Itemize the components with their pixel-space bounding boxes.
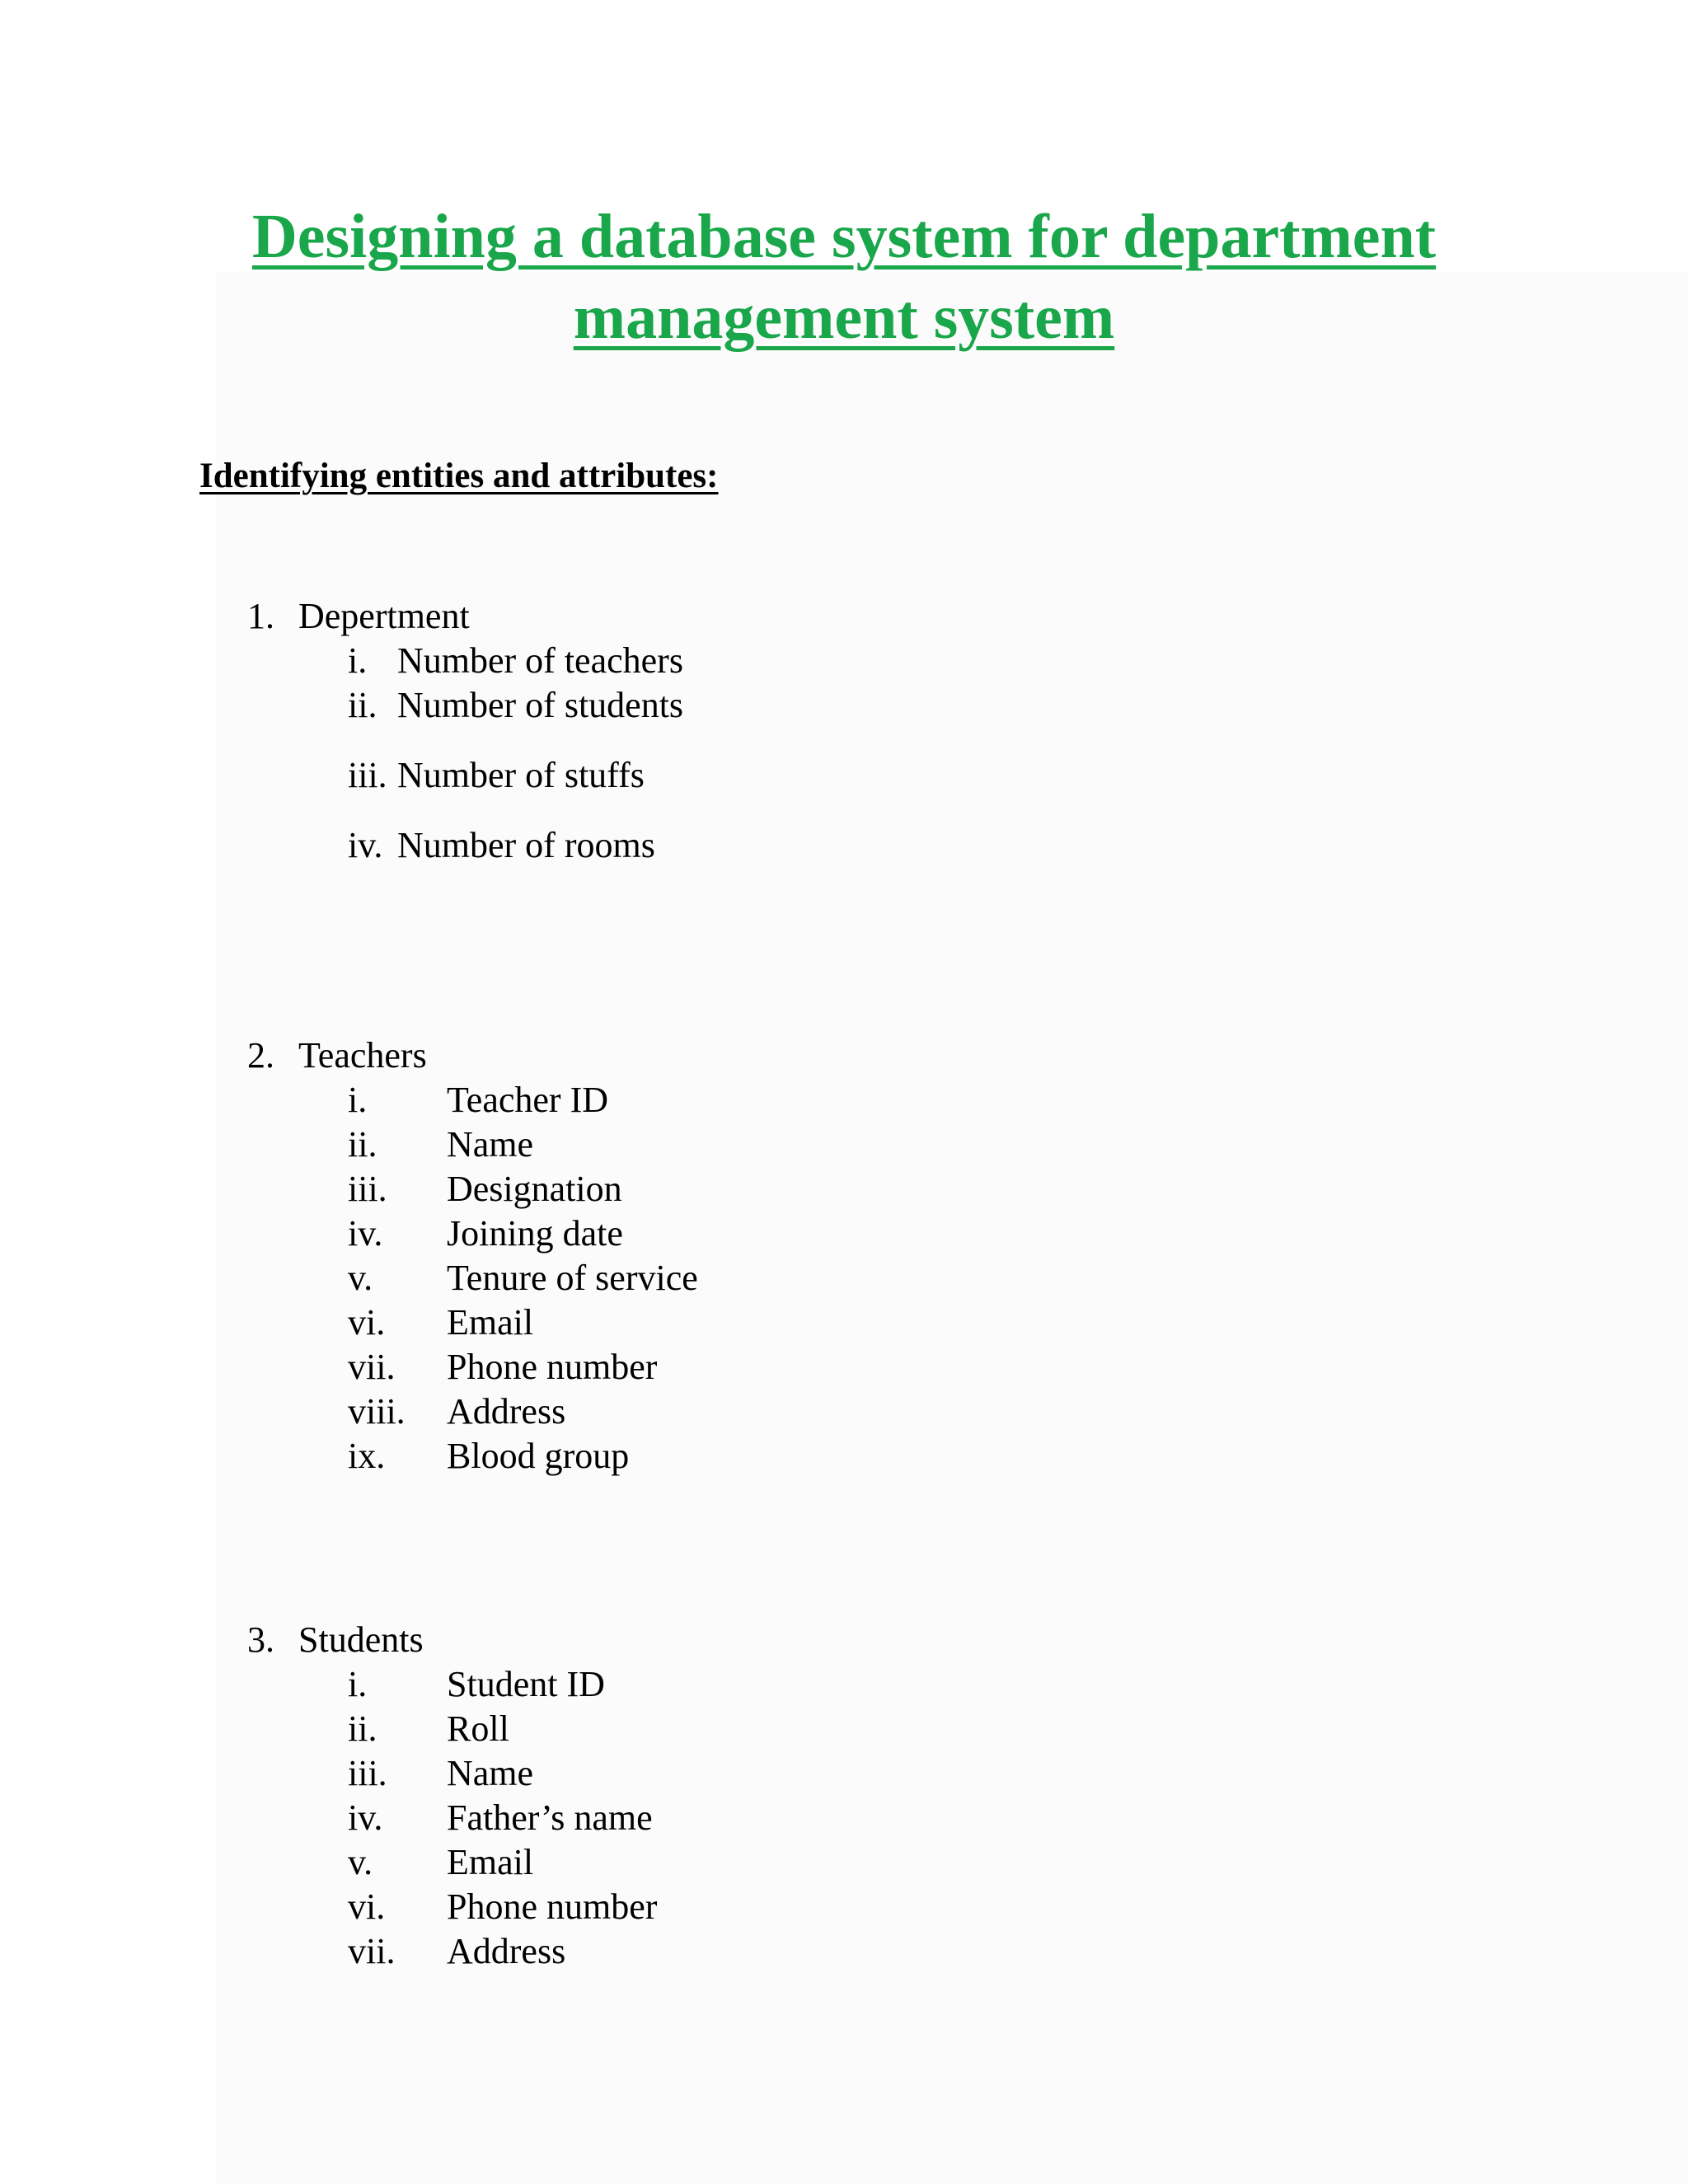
entity-department <box>247 594 684 868</box>
attribute-numeral: iv. <box>348 1797 383 1838</box>
attribute-text: Email <box>447 1302 534 1343</box>
attribute-numeral: viii. <box>348 1391 406 1432</box>
attribute-text: Designation <box>447 1169 622 1209</box>
attribute-numeral: i. <box>348 1080 368 1120</box>
attribute-numeral: ix. <box>348 1436 386 1476</box>
title-line-1: Designing a database system for department <box>251 202 1437 271</box>
attribute-item <box>247 1434 630 1479</box>
section-heading: Identifying entities and attributes: <box>199 457 719 495</box>
attribute-numeral: i. <box>348 640 368 681</box>
attribute-item <box>247 1885 658 1929</box>
attribute-text: Joining date <box>447 1213 623 1254</box>
attribute-numeral: iii. <box>348 755 387 795</box>
attribute-numeral: vi. <box>348 1302 386 1343</box>
entity-name: Students <box>298 1619 424 1660</box>
attribute-item <box>247 1929 566 1974</box>
attribute-item <box>247 1078 609 1122</box>
attribute-numeral: ii. <box>348 1124 377 1165</box>
attribute-item <box>247 1796 653 1840</box>
attribute-text: Number of stuffs <box>397 755 645 795</box>
entity-number: 3. <box>247 1619 274 1660</box>
attribute-numeral: vii. <box>348 1931 396 1971</box>
attribute-text: Name <box>447 1753 534 1793</box>
document-title <box>0 196 1688 358</box>
attribute-item <box>247 1390 566 1434</box>
entity-teachers <box>247 1033 698 1479</box>
attribute-item <box>247 683 684 728</box>
attribute-numeral: v. <box>348 1258 373 1298</box>
attribute-item <box>247 1212 623 1256</box>
entity-name: Depertment <box>298 596 470 636</box>
entity-title <box>247 1033 427 1078</box>
attribute-text: Address <box>447 1391 566 1432</box>
attribute-text: Tenure of service <box>447 1258 698 1298</box>
attribute-item <box>247 1301 534 1345</box>
attribute-item <box>247 1751 534 1796</box>
attribute-item <box>247 1662 605 1707</box>
attribute-numeral: vi. <box>348 1886 386 1927</box>
attribute-text: Email <box>447 1842 534 1882</box>
entity-name: Teachers <box>298 1035 427 1076</box>
attribute-text: Number of teachers <box>397 640 683 681</box>
attribute-item <box>247 1167 622 1212</box>
attribute-numeral: ii. <box>348 685 377 725</box>
attribute-numeral: vii. <box>348 1347 396 1387</box>
attribute-item <box>247 1707 509 1751</box>
attribute-item <box>247 823 655 868</box>
attribute-item <box>247 753 645 798</box>
attribute-text: Phone number <box>447 1347 658 1387</box>
entity-title <box>247 1618 424 1662</box>
attribute-numeral: iii. <box>348 1753 387 1793</box>
attribute-text: Number of rooms <box>397 825 655 865</box>
attribute-numeral: v. <box>348 1842 373 1882</box>
attribute-text: Number of students <box>397 685 684 725</box>
attribute-text: Name <box>447 1124 534 1165</box>
entity-number: 2. <box>247 1035 274 1076</box>
entity-title <box>247 594 470 639</box>
title-line-2: management system <box>573 283 1115 352</box>
attribute-text: Address <box>447 1931 566 1971</box>
attribute-item <box>247 1345 658 1390</box>
attribute-numeral: i. <box>348 1664 368 1704</box>
attribute-item <box>247 1256 698 1301</box>
entity-number: 1. <box>247 596 274 636</box>
attribute-numeral: iv. <box>348 1213 383 1254</box>
attribute-text: Father’s name <box>447 1797 653 1838</box>
attribute-text: Phone number <box>447 1886 658 1927</box>
attribute-text: Teacher ID <box>447 1080 609 1120</box>
attribute-text: Student ID <box>447 1664 605 1704</box>
attribute-item <box>247 1840 534 1885</box>
attribute-item <box>247 1122 534 1167</box>
page-background <box>216 272 1688 2184</box>
attribute-text: Roll <box>447 1708 509 1749</box>
attribute-numeral: iv. <box>348 825 383 865</box>
attribute-numeral: iii. <box>348 1169 387 1209</box>
attribute-numeral: ii. <box>348 1708 377 1749</box>
attribute-item <box>247 639 683 683</box>
attribute-text: Blood group <box>447 1436 630 1476</box>
entity-students <box>247 1618 658 1974</box>
